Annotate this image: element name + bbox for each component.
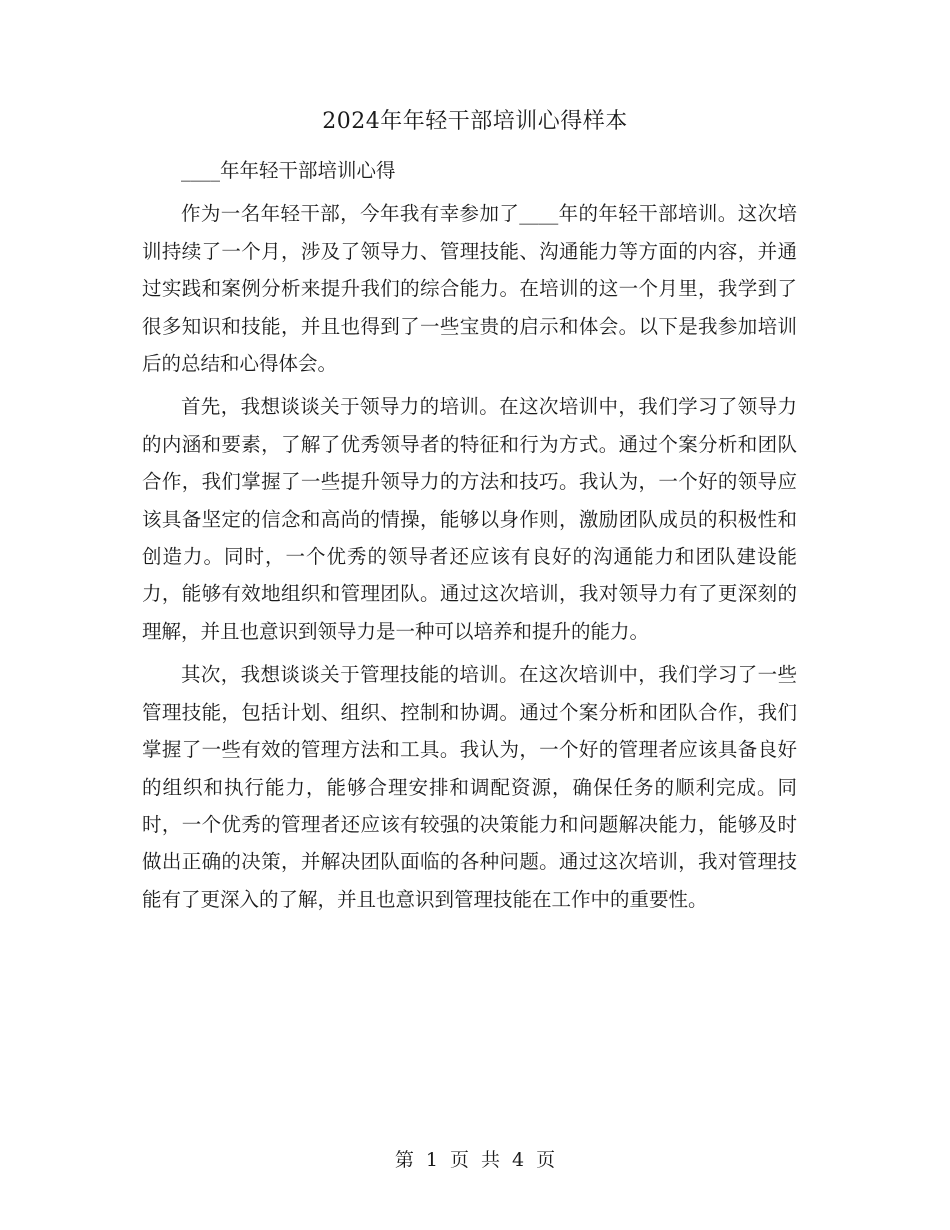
intro-paragraph: 作为一名年轻干部，今年我有幸参加了____年的年轻干部培训。这次培训持续了一个月，涉及了领导力、管理技能、沟通能力等方面的内容，并通过实践和案例分析来提升我们的综合能力。在培训的这一个月里，我学到了很多知识和技能，并且也得到了一些宝贵的启示和体会。以下是我参加培训后的总结和心得体会。 — [142, 202, 797, 376]
document-body — [142, 152, 797, 924]
page-number-footer: 第 1 页 共 4 页 — [394, 1149, 556, 1171]
subtitle-paragraph: ____年年轻干部培训心得 — [181, 159, 396, 182]
leadership-paragraph: 首先，我想谈谈关于领导力的培训。在这次培训中，我们学习了领导力的内涵和要素，了解了优秀领导者的特征和行为方式。通过个案分析和团队合作，我们掌握了一些提升领导力的方法和技巧。我认为，一个好的领导应该具备坚定的信念和高尚的情操，能够以身作则，激励团队成员的积极性和创造力。同时，一个优秀的领导者还应该有良好的沟通能力和团队建设能力，能够有效地组织和管理团队。通过这次培训，我对领导力有了更深刻的理解，并且也意识到领导力是一种可以培养和提升的能力。 — [142, 395, 797, 643]
management-paragraph: 其次，我想谈谈关于管理技能的培训。在这次培训中，我们学习了一些管理技能，包括计划、组织、控制和协调。通过个案分析和团队合作，我们掌握了一些有效的管理方法和工具。我认为，一个好的管理者应该具备良好的组织和执行能力，能够合理安排和调配资源，确保任务的顺利完成。同时，一个优秀的管理者还应该有较强的决策能力和问题解决能力，能够及时做出正确的决策，并解决团队面临的各种问题。通过这次培训，我对管理技能有了更深入的了解，并且也意识到管理技能在工作中的重要性。 — [142, 663, 797, 911]
document-title: 2024年年轻干部培训心得样本 — [322, 109, 628, 134]
